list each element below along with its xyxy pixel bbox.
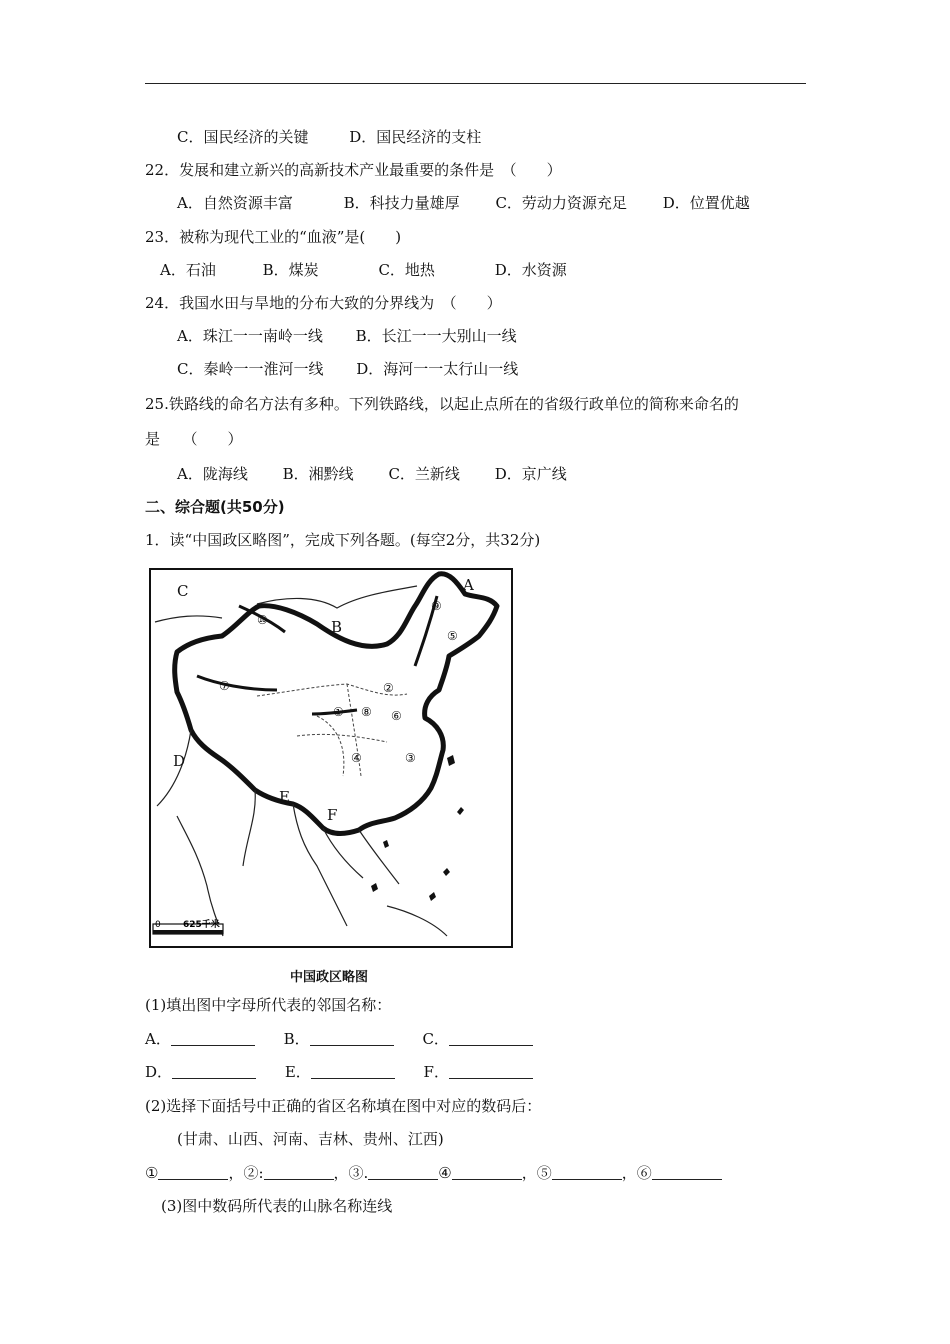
q24-option-a: A．珠江一一南岭一线 [177, 327, 323, 345]
blank-label-3: ，③. [333, 1164, 369, 1182]
q24-option-c: C．秦岭一一淮河一线 [177, 360, 324, 378]
q21-option-c: C．国民经济的关键 [177, 128, 309, 146]
q1-part1: (1)填出图中字母所代表的邻国名称： [145, 996, 392, 1014]
blank-b[interactable] [310, 1029, 394, 1046]
map-number-10: ⑩ [257, 613, 268, 627]
map-number-6: ⑥ [391, 709, 402, 723]
blank-label-b: B． [283, 1030, 310, 1048]
blank-label-1: ① [145, 1164, 159, 1182]
q22-option-b: B．科技力量雄厚 [343, 194, 460, 212]
q1-part2: (2)选择下面括号中正确的省区名称填在图中对应的数码后： [145, 1097, 542, 1115]
china-political-map [147, 566, 515, 950]
blank-label-e: E． [284, 1063, 311, 1081]
map-number-1: ① [333, 705, 344, 719]
blank-label-f: F． [423, 1063, 449, 1081]
q25-stem-2: 是 （ ） [145, 430, 243, 448]
map-letter-e: E [279, 788, 290, 806]
q25-option-a: A．陇海线 [177, 465, 248, 483]
q22-options [177, 192, 750, 214]
q25-option-d: D．京广线 [494, 465, 567, 483]
map-number-3: ③ [405, 751, 416, 765]
q1-part1-blanks-row1 [145, 1028, 533, 1050]
q23-option-d: D．水资源 [494, 261, 567, 279]
blank-6[interactable] [652, 1163, 722, 1180]
map-letter-c: C [177, 582, 189, 600]
q21-options [177, 126, 481, 148]
map-number-4: ④ [351, 751, 362, 765]
map-number-9: ⑨ [431, 599, 442, 613]
q22-option-c: C．劳动力资源充足 [495, 194, 627, 212]
blank-label-5: ，⑤ [521, 1164, 552, 1182]
blank-label-a: A． [145, 1030, 171, 1048]
section-2-title: 二、综合题(共50分) [145, 498, 285, 516]
blank-label-4: ④ [438, 1164, 452, 1182]
blank-label-2: ，②: [228, 1164, 264, 1182]
header-rule [145, 83, 806, 84]
q24-options-ab [177, 325, 517, 347]
map-letter-f: F [327, 806, 338, 824]
map-caption: 中国政区略图 [290, 970, 369, 985]
blank-c[interactable] [449, 1029, 533, 1046]
blank-1[interactable] [158, 1163, 228, 1180]
q25-stem-1: 25.铁路线的命名方法有多种。下列铁路线，以起止点所在的省级行政单位的简称来命名的 [145, 395, 739, 413]
q1-part2-blanks [145, 1162, 722, 1184]
blank-5[interactable] [552, 1163, 622, 1180]
blank-label-d: D． [145, 1063, 173, 1081]
q1-part2-options: (甘肃、山西、河南、吉林、贵州、江西) [177, 1130, 444, 1148]
q24-option-d: D．海河一一太行山一线 [356, 360, 519, 378]
q23-stem: 23．被称为现代工业的“血液”是( ) [145, 228, 402, 246]
q23-options [160, 259, 567, 281]
q22-stem: 22．发展和建立新兴的高新技术产业最重要的条件是 （ ） [145, 161, 562, 179]
blank-label-c: C． [422, 1030, 449, 1048]
svg-text:0: 0 [155, 920, 161, 930]
map-letter-b: B [331, 618, 343, 636]
map-number-2: ② [383, 681, 394, 695]
map-letter-a: A [463, 576, 474, 594]
q23-option-b: B．煤炭 [262, 261, 319, 279]
blank-3[interactable] [368, 1163, 438, 1180]
map-number-5: ⑤ [447, 629, 458, 643]
blank-a[interactable] [171, 1029, 255, 1046]
map-number-8: ⑧ [361, 705, 372, 719]
q24-options-cd [177, 358, 518, 380]
q1-part1-blanks-row2 [145, 1061, 533, 1083]
q21-option-d: D．国民经济的支柱 [349, 128, 482, 146]
blank-4[interactable] [452, 1163, 522, 1180]
blank-label-6: ，⑥ [621, 1164, 652, 1182]
q25-options [177, 463, 567, 485]
q1-stem: 1．读“中国政区略图”，完成下列各题。(每空2分，共32分) [145, 531, 541, 549]
blank-e[interactable] [311, 1062, 395, 1079]
map-number-7: ⑦ [219, 679, 230, 693]
q25-option-b: B．湘黔线 [282, 465, 354, 483]
q22-option-d: D．位置优越 [662, 194, 750, 212]
q23-option-a: A．石油 [160, 261, 216, 279]
svg-text:625千米: 625千米 [183, 920, 220, 930]
blank-f[interactable] [449, 1062, 533, 1079]
q23-option-c: C．地热 [378, 261, 435, 279]
blank-2[interactable] [264, 1163, 334, 1180]
q24-stem: 24．我国水田与旱地的分布大致的分界线为 （ ） [145, 294, 502, 312]
q25-option-c: C．兰新线 [388, 465, 460, 483]
q22-option-a: A．自然资源丰富 [177, 194, 293, 212]
blank-d[interactable] [172, 1062, 256, 1079]
q24-option-b: B．长江一一大别山一线 [355, 327, 517, 345]
q1-part3: (3)图中数码所代表的山脉名称连线 [161, 1197, 393, 1215]
map-letter-d: D [173, 752, 186, 770]
